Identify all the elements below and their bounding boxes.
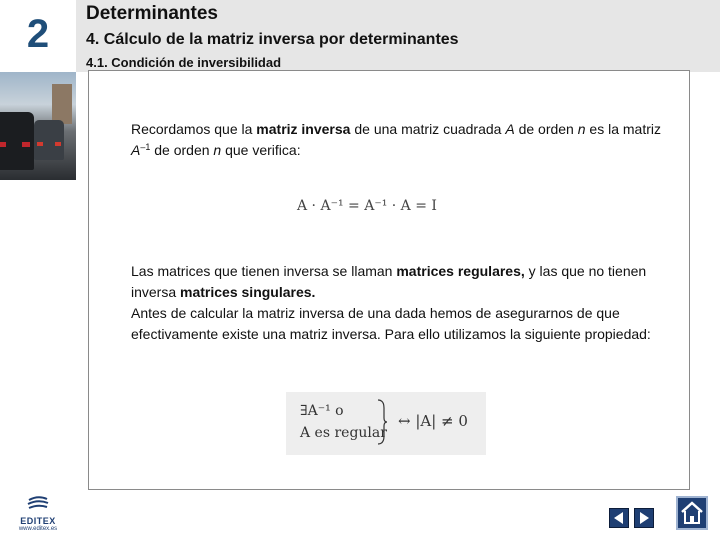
formula-invertibility-condition — [286, 392, 486, 455]
math-var: n — [577, 121, 586, 137]
text: Recordamos que la — [131, 121, 257, 137]
triangle-right-icon — [635, 509, 653, 527]
photo-car — [34, 120, 64, 160]
formula-line: ∃A⁻¹ o — [300, 403, 344, 419]
text: de una matriz cuadrada — [350, 121, 506, 137]
paragraph-definition — [131, 119, 671, 161]
section-title: 4.1. Condición de inversibilidad — [86, 55, 282, 70]
text: de orden — [150, 142, 214, 158]
editex-logo — [8, 496, 68, 532]
text-bold: matriz inversa — [256, 121, 351, 137]
home-button[interactable] — [676, 496, 708, 530]
previous-button[interactable] — [609, 508, 629, 528]
page-subtitle: 4. Cálculo de la matriz inversa por determinantes — [86, 31, 459, 48]
formula-line: A es regular — [300, 425, 387, 441]
math-var: A — [131, 142, 141, 158]
logo-mark-icon — [25, 496, 51, 510]
text: y las que no tienen inversa — [131, 263, 647, 300]
photo-car — [0, 112, 34, 170]
text-bold: matrices singulares. — [180, 284, 316, 300]
home-icon — [678, 498, 706, 528]
brace-icon — [376, 398, 388, 446]
math-var: n — [213, 142, 222, 158]
next-button[interactable] — [634, 508, 654, 528]
traffic-photo — [0, 72, 76, 180]
text: Las matrices que tienen inversa se llaman — [131, 263, 397, 279]
math-exponent: –1 — [140, 142, 151, 152]
text: que verifica: — [221, 142, 301, 158]
text-bold: matrices regulares, — [396, 263, 525, 279]
text: es la matriz — [585, 121, 662, 137]
text: Antes de calcular la matriz inversa de una dada hemos de asegurarnos de que efectivamente existe una matriz inversa. Para ello utilizamos la siguiente propiedad: — [131, 305, 651, 342]
logo-url: www.editex.es — [18, 526, 58, 532]
formula-left — [300, 400, 387, 444]
logo-name: EDITEX — [20, 516, 56, 526]
chapter-number: 2 — [26, 12, 50, 56]
formula-inverse-definition: A · A⁻¹ = A⁻¹ · A = I — [297, 198, 437, 214]
page-title: Determinantes — [86, 3, 218, 24]
math-var: A — [505, 121, 515, 137]
text: de orden — [514, 121, 578, 137]
photo-building — [52, 84, 72, 124]
paragraph-regular-matrices — [131, 261, 679, 345]
formula-right: ↔ |A| ≠ 0 — [398, 412, 468, 430]
triangle-left-icon — [610, 509, 628, 527]
